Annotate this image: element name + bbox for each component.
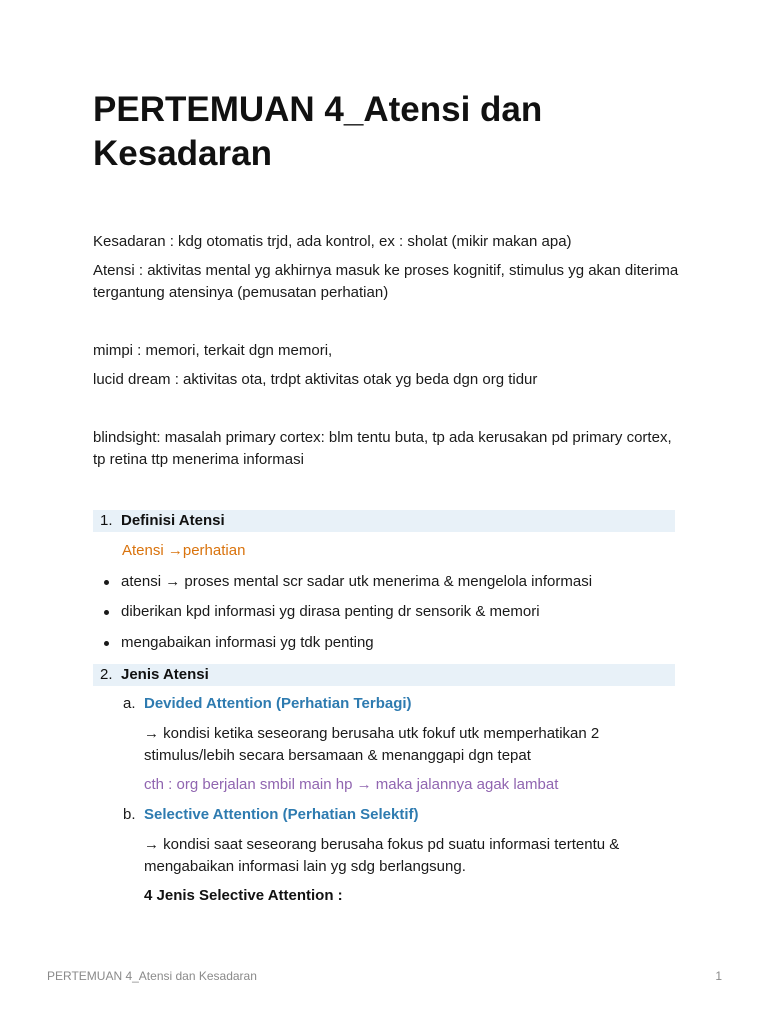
bullet-dot-icon [104, 641, 109, 646]
page-title: PERTEMUAN 4_Atensi dan Kesadaran [93, 90, 543, 173]
devided-attention-description: → kondisi ketika seseorang berusaha utk fokuf utk memperhatikan 2 stimulus/lebih secara bersamaan & menanggapi dgn tepat [144, 725, 600, 764]
section-heading-definisi-atensi [93, 510, 675, 532]
selective-attention-description: → kondisi saat seseorang berusaha fokus pd suatu informasi tertentu & mengabaikan informasi lain yg sdg berlangsung. [144, 836, 620, 875]
bullet-dot-icon [104, 610, 109, 615]
list-item-text: diberikan kpd informasi yg dirasa penting dr sensorik & memori [121, 603, 540, 620]
atensi-paragraph: Atensi : aktivitas mental yg akhirnya masuk ke proses kognitif, stimulus yg akan diterima tergantung atensinya (pemusatan perhatian) [93, 262, 679, 301]
footer-page-number: 1 [715, 969, 722, 983]
selective-attention-types-heading: 4 Jenis Selective Attention : [144, 887, 343, 904]
footer-document-title: PERTEMUAN 4_Atensi dan Kesadaran [47, 969, 257, 983]
devided-attention-example: cth : org berjalan smbil main hp → maka jalannya agak lambat [144, 776, 559, 793]
section-number: 1. [100, 512, 113, 529]
bullet-dot-icon [104, 580, 109, 585]
section-heading-label: Jenis Atensi [121, 666, 209, 683]
subsection-letter: b. [123, 806, 136, 823]
blindsight-paragraph: blindsight: masalah primary cortex: blm tentu buta, tp ada kerusakan pd primary cortex, tp retina ttp menerima informasi [93, 429, 672, 468]
section-heading-label: Definisi Atensi [121, 512, 225, 529]
subsection-heading-label: Selective Attention (Perhatian Selektif) [144, 806, 419, 823]
section-heading-jenis-atensi [93, 664, 675, 686]
atensi-perhatian-highlight: Atensi →perhatian [122, 542, 246, 559]
subsection-letter: a. [123, 695, 136, 712]
kesadaran-paragraph: Kesadaran : kdg otomatis trjd, ada kontrol, ex : sholat (mikir makan apa) [93, 233, 572, 250]
mimpi-paragraph: mimpi : memori, terkait dgn memori, [93, 342, 333, 359]
list-item-text: atensi → proses mental scr sadar utk menerima & mengelola informasi [121, 573, 593, 590]
lucid-dream-paragraph: lucid dream : aktivitas ota, trdpt aktivitas otak yg beda dgn org tidur [93, 371, 538, 388]
section-number: 2. [100, 666, 113, 683]
list-item-text: mengabaikan informasi yg tdk penting [121, 634, 374, 651]
subsection-heading-label: Devided Attention (Perhatian Terbagi) [144, 695, 412, 712]
